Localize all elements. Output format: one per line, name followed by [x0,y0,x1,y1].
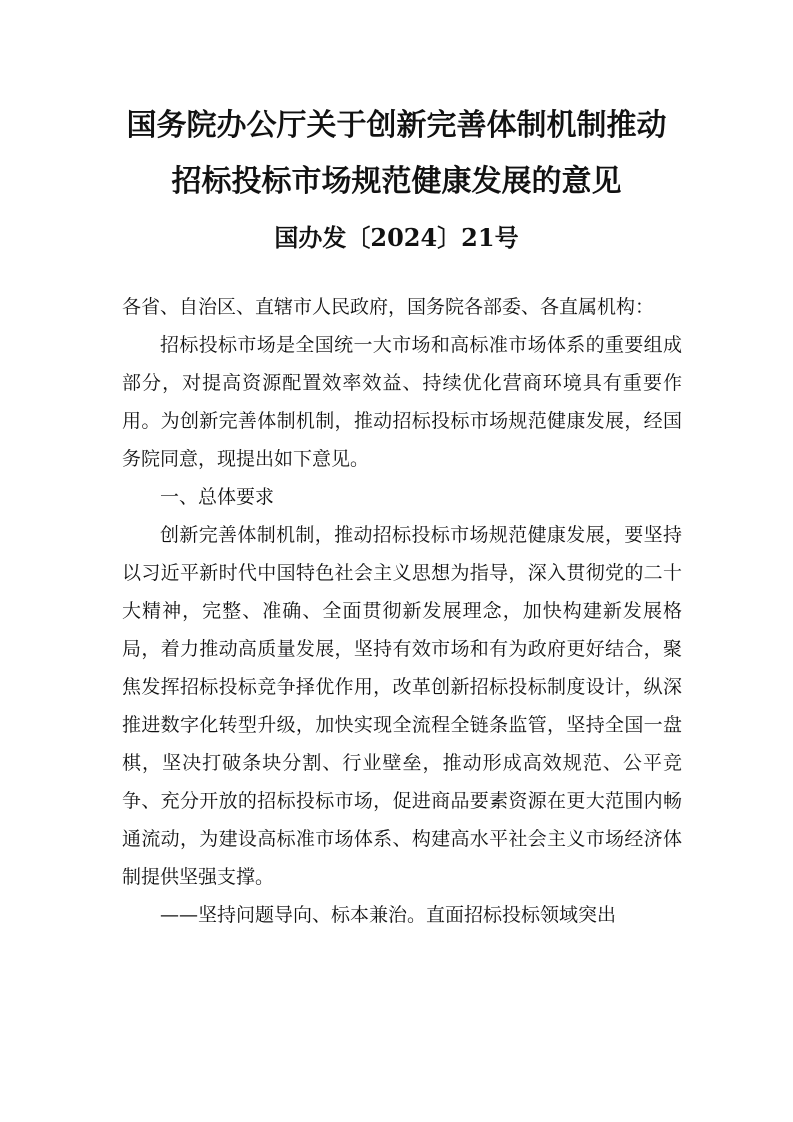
document-number: 国办发〔2024〕21号 [274,223,519,252]
document-title-line-1: 国务院办公厅关于创新完善体制机制推动 [126,108,667,143]
paragraph-intro: 招标投标市场是全国统一大市场和高标准市场体系的重要组成部分，对提高资源配置效率效益、持续优化营商环境具有重要作用。为创新完善体制机制，推动招标投标市场规范健康发展，经国务院同意，现提出如下意见。 [122,334,682,470]
section-heading-general-requirements: 一、总体要求 [160,486,275,508]
addressee: 各省、自治区、直辖市人民政府，国务院各部委、各直属机构： [122,296,655,318]
document-body [122,288,682,934]
document-title-line-2: 招标投标市场规范健康发展的意见 [171,164,622,199]
paragraph-general-requirements: 创新完善体制机制，推动招标投标市场规范健康发展，要坚持以习近平新时代中国特色社会主义思想为指导，深入贯彻党的二十大精神，完整、准确、全面贯彻新发展理念，加快构建新发展格局，着力推动高质量发展，坚持有效市场和有为政府更好结合，聚焦发挥招标投标竞争择优作用，改革创新招标投标制度设计，纵深推进数字化转型升级，加快实现全流程全链条监管，坚持全国一盘棋，坚决打破条块分割、行业壁垒，推动形成高效规范、公平竞争、充分开放的招标投标市场，促进商品要素资源在更大范围内畅通流动，为建设高标准市场体系、构建高水平社会主义市场经济体制提供坚强支撑。 [122,524,682,888]
paragraph-principle-problem-oriented: ——坚持问题导向、标本兼治。直面招标投标领域突出 [160,904,617,926]
